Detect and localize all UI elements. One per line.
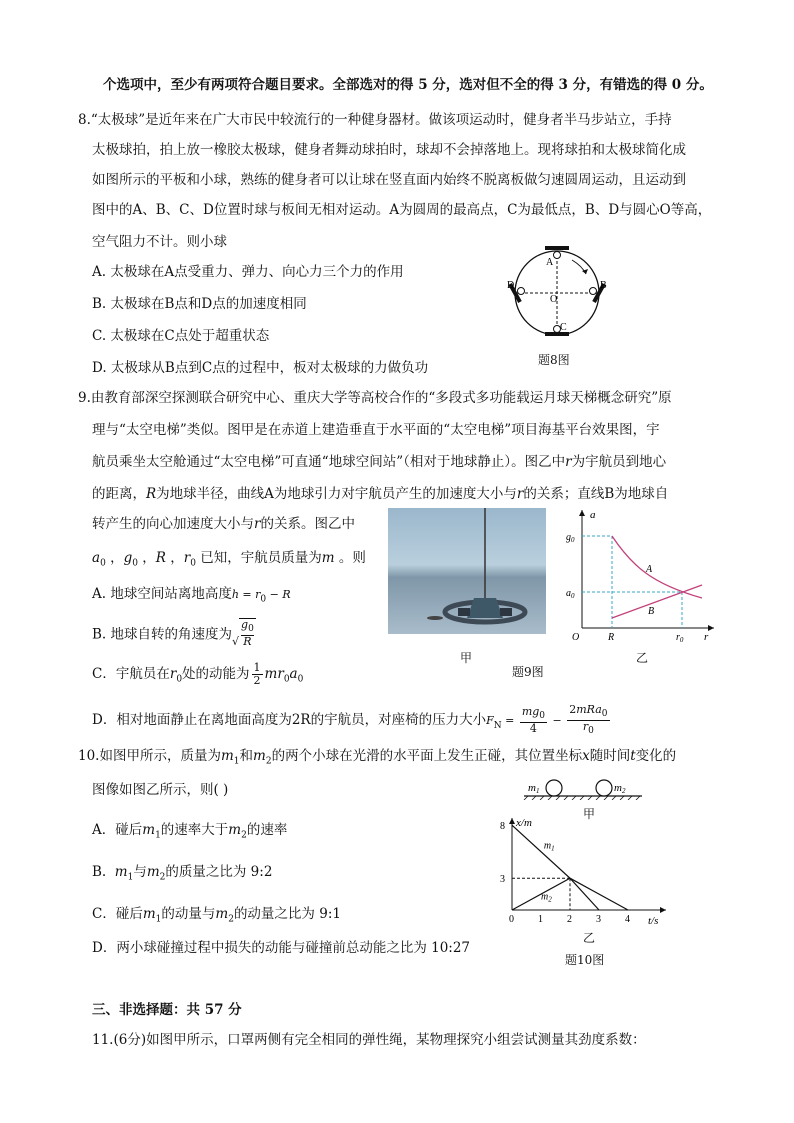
q9-y-label: a	[590, 509, 596, 521]
q9-curve-a	[612, 536, 702, 598]
q8-line-3: 如图所示的平板和小球，熟练的健身者可以让球在竖直面内始终不脱离板做匀速圆周运动，且运动到	[92, 172, 686, 188]
q9-graph	[562, 506, 722, 646]
q10-ytick-3: 3	[500, 874, 505, 886]
q11-line-1: 11.(6分)如图甲所示，口罩两侧有完全相同的弹性绳，某物理探究小组尝试测量其劲度系数：	[92, 1032, 646, 1048]
q10-ytick-8: 8	[500, 821, 505, 833]
q10-xtick-2: 2	[567, 914, 572, 925]
q10-series-label-m2: $m_2$	[541, 891, 552, 904]
q10-ylabel: x/m	[516, 817, 532, 829]
q9-curve-a-label: A	[646, 564, 653, 575]
q9-line-2: 理与“太空电梯”类似。图甲是在赤道上建造垂直于水平面的“太空电梯”项目海基平台效果图，宇	[92, 422, 660, 438]
q9-line-6: $a_0$ ，$g_0$ ，R ，$r_0$ 已知，宇航员质量为m 。则	[92, 550, 366, 569]
q9-option-c: C．宇航员在$r_0$处的动能为 $\frac{1}{2}$ $mr_0a_0$	[92, 661, 304, 687]
fig8-label-b: B	[600, 280, 607, 291]
q9-origin: O	[572, 632, 580, 643]
q9-R-label: R	[608, 632, 615, 643]
q8-option-b: B. 太极球在B点和D点的加速度相同	[92, 296, 307, 312]
q10-line-1: 10.如图甲所示，质量为$m_1$和$m_2$的两个小球在光滑的水平面上发生正碰，其位置坐标x随时间t变化的	[78, 748, 677, 767]
q8-option-d: D. 太极球从B点到C点的过程中，板对太极球的力做负功	[92, 360, 429, 376]
space-elevator-photo	[388, 508, 546, 634]
q9-line-1: 9.由教育部深空探测联合研究中心、重庆大学等高校合作的“多段式多功能载运月球天梯概念研究”原	[78, 390, 672, 406]
q10-xtick-1: 1	[538, 914, 543, 925]
q8-option-a: A. 太极球在A点受重力、弹力、向心力三个力的作用	[92, 264, 404, 280]
q10-xlabel: t/s	[648, 915, 659, 927]
q8-circle-figure	[500, 238, 618, 338]
q9-a0-label: $a_0$	[566, 588, 575, 600]
q9-option-d: D．相对地面静止在离地面高度为2R的宇航员，对座椅的压力大小$F_N$ = $\frac{mg_0}{4}$ − $\frac{2mRa_0}{r_0}$	[92, 703, 608, 737]
q8-option-c: C. 太极球在C点处于超重状态	[92, 328, 270, 344]
q8-line-2: 太极球拍，拍上放一橡胶太极球，健身者舞动球拍时，球却不会掉落地上。现将球拍和太极球简化成	[92, 142, 686, 158]
fig8-label-c: C	[560, 322, 567, 333]
q10-option-a: A．碰后$m_1$的速率大于$m_2$的速率	[92, 822, 288, 841]
q9-line-5: 转产生的向心加速度大小与r的关系。图乙中	[92, 516, 355, 532]
q9-line-b-label: B	[648, 606, 655, 617]
q9-x-label: r	[704, 631, 709, 643]
q10-option-d: D．两小球碰撞过程中损失的动能与碰撞前总动能之比为 10:27	[92, 940, 471, 956]
q8-line-1: 8.“太极球”是近年来在广大市民中较流行的一种健身器材。做该项运动时，健身者半马步站立，手持	[78, 112, 672, 128]
q9-line-b	[612, 585, 702, 618]
q9-g0-label: $g_0$	[566, 532, 575, 544]
fig8-label-d: D	[507, 280, 515, 291]
q10-line-2: 图像如图乙所示，则( )	[92, 782, 229, 798]
q10-caption: 题10图	[565, 953, 605, 967]
svg-text:m1: m1	[528, 782, 540, 795]
q10-xtick-3: 3	[596, 914, 601, 925]
fig8-label-a: A	[546, 257, 554, 268]
q10-xtick-0: 0	[509, 914, 514, 925]
q10-series-m1	[512, 825, 628, 910]
q9-caption: 题9图	[512, 665, 544, 679]
q10-xt-chart	[496, 814, 672, 936]
q10-label-jia: 甲	[583, 807, 596, 821]
svg-text:m2: m2	[614, 782, 626, 795]
q9-option-a: A. 地球空间站离地高度$h = r_0 - R$	[92, 586, 291, 605]
q9-line-3: 航员乘坐太空舱通过“太空电梯”可直通“地球空间站”（相对于地球静止）。图乙中r为宇航员到地心	[92, 454, 667, 470]
q10-option-c: C．碰后$m_1$的动量与$m_2$的动量之比为 9:1	[92, 906, 341, 925]
q10-ball-figure	[522, 772, 646, 800]
q8-caption: 题8图	[538, 353, 570, 367]
section-heading: 三、非选择题：共 57 分	[92, 1002, 242, 1018]
q9-option-b: B. 地球自转的角速度为√ $\frac{g_0}{R}$	[92, 618, 254, 649]
q10-option-b: B. $m_1$与$m_2$的质量之比为 9:2	[92, 864, 273, 883]
q8-line-4: 图中的A、B、C、D位置时球与板间无相对运动。A为圆周的最高点，C为最低点，B、D与圆心O等高，	[92, 202, 712, 218]
q10-series-m2	[512, 878, 599, 910]
fig8-label-o: O	[550, 294, 558, 305]
q9-label-jia: 甲	[460, 651, 473, 665]
instruction-line: 个选项中，至少有两项符合题目要求。全部选对的得 5 分，选对但不全的得 3 分，有错选的得 0 分。	[103, 77, 713, 93]
q9-label-yi: 乙	[636, 651, 649, 665]
q9-r0-label: $r_0$	[676, 632, 684, 644]
q10-series-label-m1: $m_1$	[543, 840, 555, 853]
q9-line-4: 的距离，R为地球半径，曲线A为地球引力对宇航员产生的加速度大小与r的关系；直线B为地球自	[92, 486, 669, 502]
q8-line-5: 空气阻力不计。则小球	[92, 234, 227, 250]
q10-label-yi: 乙	[583, 931, 596, 945]
q10-xtick-4: 4	[625, 914, 630, 925]
